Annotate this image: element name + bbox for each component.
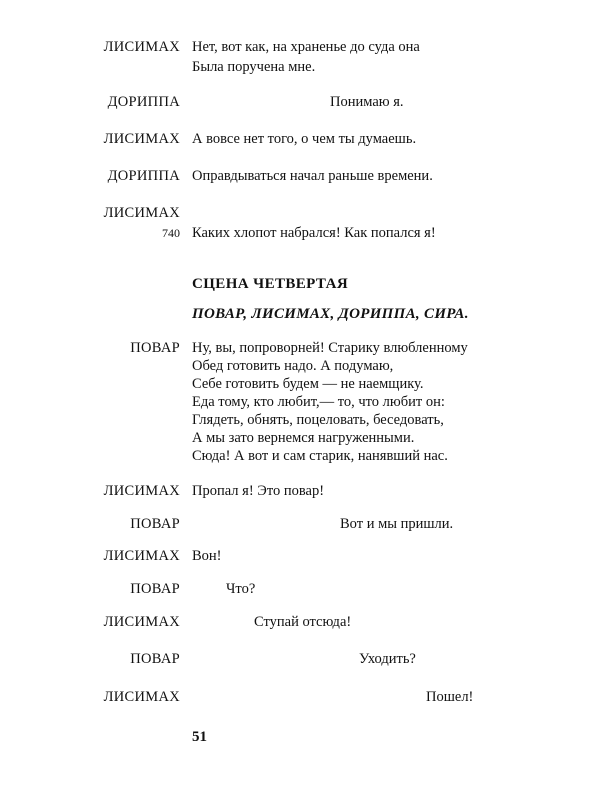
- verse-line: А мы зато вернемся нагруженными.: [192, 430, 415, 446]
- verse-line: Сюда! А вот и сам старик, нанявший нас.: [192, 448, 448, 464]
- speaker-name: ЛИСИМАХ: [103, 483, 180, 499]
- page-number: 51: [192, 729, 207, 745]
- verse-line: Пошел!: [426, 689, 474, 705]
- speaker-name: ЛИСИМАХ: [103, 614, 180, 630]
- scene-cast: ПОВАР, ЛИСИМАХ, ДОРИППА, СИРА.: [192, 306, 469, 322]
- scene-title: СЦЕНА ЧЕТВЕРТАЯ: [192, 276, 349, 292]
- speaker-name: ПОВАР: [130, 516, 180, 532]
- speaker-name: ДОРИППА: [107, 94, 180, 110]
- verse-line: Уходить?: [359, 651, 416, 667]
- verse-line: Обед готовить надо. А подумаю,: [192, 358, 394, 374]
- verse-line: Была поручена мне.: [192, 59, 316, 75]
- verse-line: Еда тому, кто любит,— то, что любит он:: [192, 394, 445, 410]
- verse-line: Оправдываться начал раньше времени.: [192, 168, 433, 184]
- line-number: 740: [162, 226, 180, 240]
- speaker-name: ПОВАР: [130, 581, 180, 597]
- verse-line: Ступай отсюда!: [254, 614, 352, 630]
- verse-line: Что?: [226, 581, 256, 597]
- speaker-name: ЛИСИМАХ: [103, 39, 180, 55]
- verse-line: Глядеть, обнять, поцеловать, беседовать,: [192, 412, 444, 428]
- verse-line: Каких хлопот набрался! Как попался я!: [192, 225, 436, 241]
- verse-line: Нет, вот как, на храненье до суда она: [192, 39, 420, 55]
- speaker-name: ЛИСИМАХ: [103, 689, 180, 705]
- speaker-name: ЛИСИМАХ: [103, 548, 180, 564]
- speaker-name: ЛИСИМАХ: [103, 205, 180, 221]
- speaker-name: ДОРИППА: [107, 168, 180, 184]
- verse-line: А вовсе нет того, о чем ты думаешь.: [192, 131, 417, 147]
- speaker-name: ПОВАР: [130, 340, 180, 356]
- speaker-name: ПОВАР: [130, 651, 180, 667]
- verse-line: Пропал я! Это повар!: [192, 483, 325, 499]
- verse-line: Себе готовить будем — не наемщику.: [192, 376, 424, 392]
- verse-line: Вот и мы пришли.: [340, 516, 454, 532]
- verse-line: Вон!: [192, 548, 222, 564]
- verse-line: Понимаю я.: [330, 94, 404, 110]
- speaker-name: ЛИСИМАХ: [103, 131, 180, 147]
- verse-line: Ну, вы, попроворней! Старику влюбленному: [192, 340, 468, 356]
